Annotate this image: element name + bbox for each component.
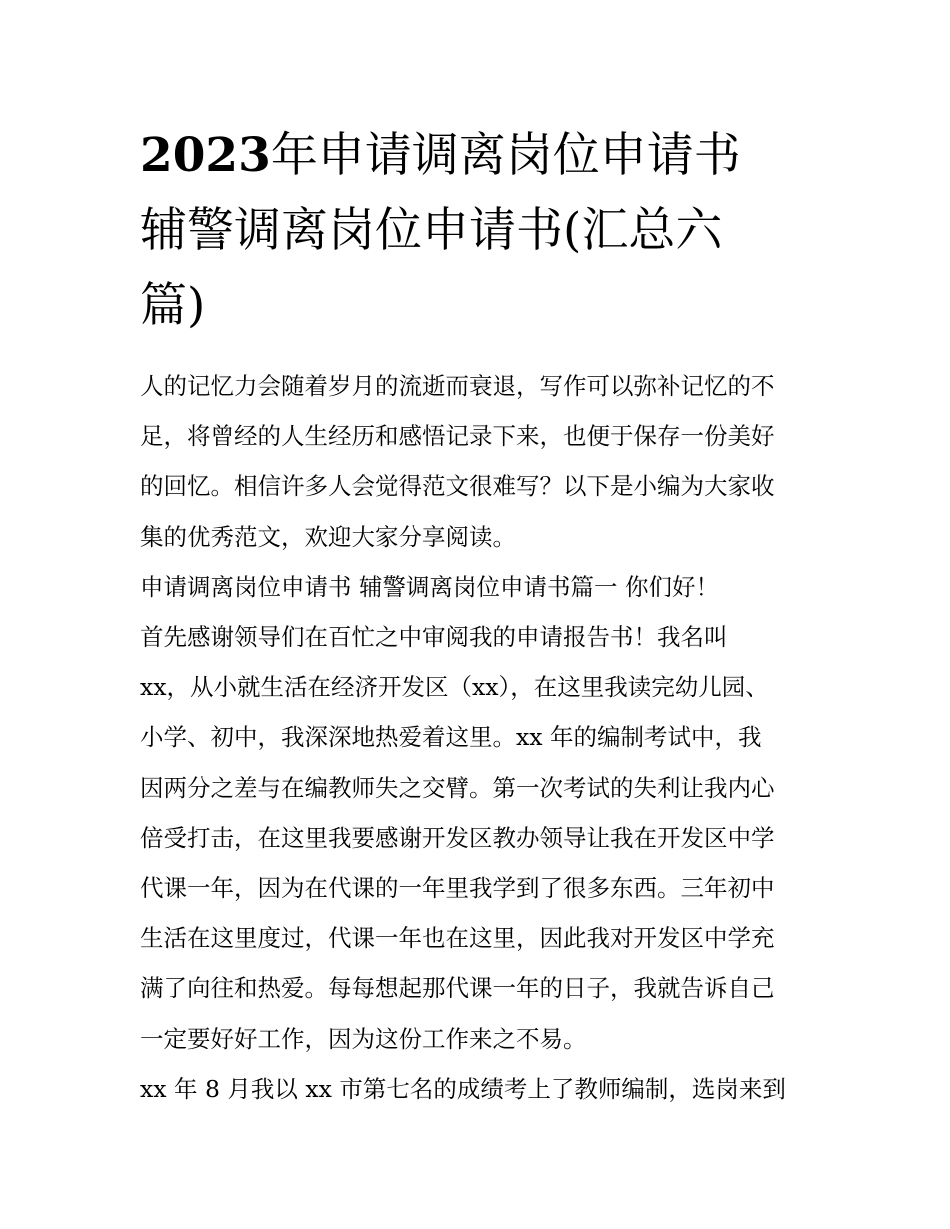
- body-line: 因两分之差与在编教师失之交臂。第一次考试的失利让我内心: [140, 773, 775, 802]
- title-line-2: [140, 193, 820, 268]
- body-line: 倍受打击，在这里我要感谢开发区教办领导让我在开发区中学: [140, 823, 775, 852]
- document-page: [140, 118, 820, 1114]
- title-text: 辅警调离岗位申请书(汇总六: [140, 203, 723, 258]
- title-year: 2023: [140, 128, 271, 183]
- body-line: 满了向往和热爱。每每想起那代课一年的日子，我就告诉自己: [140, 974, 775, 1003]
- body-line: 的回忆。相信许多人会觉得范文很难写？以下是小编为大家收: [140, 472, 775, 501]
- body-line: 生活在这里度过，代课一年也在这里，因此我对开发区中学充: [140, 924, 775, 953]
- body-line: 集的优秀范文，欢迎大家分享阅读。: [140, 522, 516, 551]
- title-line-3: [140, 268, 820, 343]
- document-body: [140, 361, 820, 1114]
- body-line: 足，将曾经的人生经历和感悟记录下来，也便于保存一份美好: [140, 422, 775, 451]
- body-line: 首先感谢领导们在百忙之中审阅我的申请报告书！我名叫: [140, 623, 728, 652]
- body-line: xx，从小就生活在经济开发区（xx），在这里我读完幼儿园、: [140, 673, 769, 702]
- body-line: 申请调离岗位申请书 辅警调离岗位申请书篇一 你们好！: [140, 572, 719, 601]
- document-title: [140, 118, 820, 343]
- title-line-1: [140, 118, 820, 193]
- title-text: 篇): [140, 278, 206, 333]
- body-line: 人的记忆力会随着岁月的流逝而衰退，写作可以弥补记忆的不: [140, 372, 775, 400]
- body-line: xx 年 8 月我以 xx 市第七名的成绩考上了教师编制，选岗来到: [140, 1074, 786, 1103]
- title-text: 年申请调离岗位申请书: [270, 128, 741, 183]
- body-line: 代课一年，因为在代课的一年里我学到了很多东西。三年初中: [140, 874, 775, 903]
- body-line: 一定要好好工作，因为这份工作来之不易。: [140, 1024, 587, 1053]
- body-line: 小学、初中，我深深地热爱着这里。xx 年的编制考试中，我: [140, 723, 762, 752]
